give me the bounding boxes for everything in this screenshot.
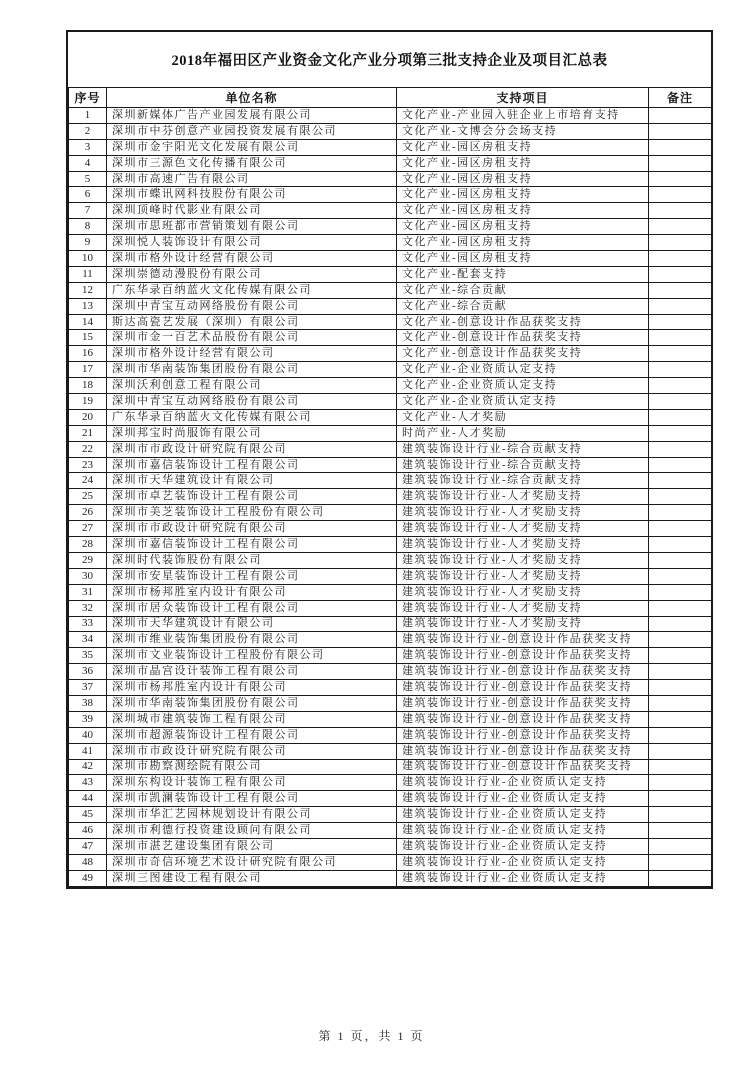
row-no: 12	[69, 282, 107, 298]
row-project: 文化产业-园区房租支持	[397, 155, 649, 171]
row-name: 深圳城市建筑装饰工程有限公司	[107, 711, 397, 727]
row-remark	[649, 139, 712, 155]
row-project: 建筑装饰设计行业-人才奖励支持	[397, 521, 649, 537]
row-no: 35	[69, 648, 107, 664]
row-project: 建筑装饰设计行业-人才奖励支持	[397, 489, 649, 505]
row-project: 文化产业-园区房租支持	[397, 251, 649, 267]
summary-table	[68, 87, 712, 887]
row-name: 深圳市格外设计经营有限公司	[107, 346, 397, 362]
row-remark	[649, 775, 712, 791]
row-project: 建筑装饰设计行业-人才奖励支持	[397, 568, 649, 584]
row-name: 深圳市勘察测绘院有限公司	[107, 759, 397, 775]
table-row	[69, 823, 712, 839]
row-project: 建筑装饰设计行业-企业资质认定支持	[397, 823, 649, 839]
row-name: 深圳中青宝互动网络股份有限公司	[107, 298, 397, 314]
row-project: 时尚产业-人才奖励	[397, 425, 649, 441]
row-no: 48	[69, 854, 107, 870]
row-no: 38	[69, 695, 107, 711]
row-no: 42	[69, 759, 107, 775]
row-project: 建筑装饰设计行业-企业资质认定支持	[397, 870, 649, 886]
row-remark	[649, 807, 712, 823]
row-no: 21	[69, 425, 107, 441]
table-row	[69, 807, 712, 823]
table-row	[69, 711, 712, 727]
row-name: 深圳邦宝时尚服饰有限公司	[107, 425, 397, 441]
row-no: 47	[69, 838, 107, 854]
row-remark	[649, 823, 712, 839]
row-remark	[649, 521, 712, 537]
row-no: 49	[69, 870, 107, 886]
row-project: 建筑装饰设计行业-企业资质认定支持	[397, 838, 649, 854]
row-name: 广东华录百纳蓝火文化传媒有限公司	[107, 409, 397, 425]
header-no: 序号	[69, 88, 107, 108]
table-row	[69, 394, 712, 410]
row-project: 文化产业-园区房租支持	[397, 171, 649, 187]
row-project: 建筑装饰设计行业-人才奖励支持	[397, 505, 649, 521]
row-no: 36	[69, 664, 107, 680]
row-no: 13	[69, 298, 107, 314]
row-remark	[649, 537, 712, 553]
row-no: 9	[69, 235, 107, 251]
row-project: 文化产业-创意设计作品获奖支持	[397, 330, 649, 346]
summary-sheet	[66, 30, 713, 889]
row-remark	[649, 394, 712, 410]
row-no: 7	[69, 203, 107, 219]
row-no: 28	[69, 537, 107, 553]
page-title: 2018年福田区产业资金文化产业分项第三批支持企业及项目汇总表	[171, 53, 608, 69]
table-row	[69, 775, 712, 791]
row-project: 建筑装饰设计行业-人才奖励支持	[397, 584, 649, 600]
row-remark	[649, 584, 712, 600]
table-row	[69, 298, 712, 314]
row-remark	[649, 870, 712, 886]
row-name: 广东华录百纳蓝火文化传媒有限公司	[107, 282, 397, 298]
row-remark	[649, 409, 712, 425]
row-name: 深圳市安星装饰设计工程有限公司	[107, 568, 397, 584]
row-no: 10	[69, 251, 107, 267]
row-no: 29	[69, 552, 107, 568]
row-remark	[649, 251, 712, 267]
row-remark	[649, 346, 712, 362]
table-row	[69, 108, 712, 124]
table-row	[69, 346, 712, 362]
row-remark	[649, 838, 712, 854]
table-row	[69, 791, 712, 807]
table-row	[69, 680, 712, 696]
row-no: 16	[69, 346, 107, 362]
table-row	[69, 664, 712, 680]
row-remark	[649, 743, 712, 759]
row-remark	[649, 568, 712, 584]
row-no: 41	[69, 743, 107, 759]
row-name: 深圳市金一百艺术品股份有限公司	[107, 330, 397, 346]
row-name: 深圳市金宇阳光文化发展有限公司	[107, 139, 397, 155]
row-name: 深圳市杨邦胜室内设计有限公司	[107, 584, 397, 600]
row-project: 建筑装饰设计行业-企业资质认定支持	[397, 791, 649, 807]
table-row	[69, 489, 712, 505]
row-name: 深圳三图建设工程有限公司	[107, 870, 397, 886]
row-project: 建筑装饰设计行业-创意设计作品获奖支持	[397, 648, 649, 664]
row-project: 建筑装饰设计行业-创意设计作品获奖支持	[397, 727, 649, 743]
row-project: 文化产业-园区房租支持	[397, 187, 649, 203]
table-row	[69, 219, 712, 235]
row-project: 建筑装饰设计行业-综合贡献支持	[397, 457, 649, 473]
row-project: 建筑装饰设计行业-人才奖励支持	[397, 537, 649, 553]
row-no: 32	[69, 600, 107, 616]
row-no: 11	[69, 266, 107, 282]
table-row	[69, 123, 712, 139]
row-no: 26	[69, 505, 107, 521]
row-no: 5	[69, 171, 107, 187]
row-no: 8	[69, 219, 107, 235]
row-name: 深圳市奇信环境艺术设计研究院有限公司	[107, 854, 397, 870]
row-name: 深圳悦人装饰设计有限公司	[107, 235, 397, 251]
row-project: 文化产业-企业资质认定支持	[397, 362, 649, 378]
table-header-row	[69, 88, 712, 108]
row-name: 深圳新媒体广告产业园发展有限公司	[107, 108, 397, 124]
row-remark	[649, 235, 712, 251]
row-remark	[649, 552, 712, 568]
row-no: 14	[69, 314, 107, 330]
row-name: 深圳市嘉信装饰设计工程有限公司	[107, 457, 397, 473]
row-remark	[649, 314, 712, 330]
row-project: 文化产业-配套支持	[397, 266, 649, 282]
table-row	[69, 203, 712, 219]
row-name: 深圳市市政设计研究院有限公司	[107, 743, 397, 759]
row-project: 建筑装饰设计行业-综合贡献支持	[397, 441, 649, 457]
row-name: 深圳市卓艺装饰设计工程有限公司	[107, 489, 397, 505]
row-remark	[649, 759, 712, 775]
row-no: 20	[69, 409, 107, 425]
row-project: 建筑装饰设计行业-企业资质认定支持	[397, 775, 649, 791]
header-project: 支持项目	[397, 88, 649, 108]
row-project: 文化产业-园区房租支持	[397, 235, 649, 251]
table-row	[69, 235, 712, 251]
header-remark: 备注	[649, 88, 712, 108]
row-name: 深圳市思班都市营销策划有限公司	[107, 219, 397, 235]
row-name: 深圳时代装饰股份有限公司	[107, 552, 397, 568]
row-project: 建筑装饰设计行业-创意设计作品获奖支持	[397, 711, 649, 727]
row-name: 深圳市华南装饰集团股份有限公司	[107, 695, 397, 711]
row-project: 文化产业-人才奖励	[397, 409, 649, 425]
table-row	[69, 616, 712, 632]
row-name: 深圳市杨邦胜室内设计有限公司	[107, 680, 397, 696]
row-name: 深圳沃利创意工程有限公司	[107, 378, 397, 394]
table-row	[69, 362, 712, 378]
row-remark	[649, 155, 712, 171]
row-no: 17	[69, 362, 107, 378]
row-project: 文化产业-综合贡献	[397, 282, 649, 298]
table-row	[69, 759, 712, 775]
table-row	[69, 473, 712, 489]
row-remark	[649, 711, 712, 727]
row-name: 深圳市居众装饰设计工程有限公司	[107, 600, 397, 616]
row-remark	[649, 727, 712, 743]
row-name: 深圳市凯澜装饰设计工程有限公司	[107, 791, 397, 807]
row-remark	[649, 298, 712, 314]
row-remark	[649, 505, 712, 521]
row-name: 深圳中青宝互动网络股份有限公司	[107, 394, 397, 410]
row-no: 25	[69, 489, 107, 505]
row-remark	[649, 266, 712, 282]
row-project: 建筑装饰设计行业-综合贡献支持	[397, 473, 649, 489]
row-no: 31	[69, 584, 107, 600]
row-remark	[649, 616, 712, 632]
row-name: 深圳市蝶讯网科技股份有限公司	[107, 187, 397, 203]
row-name: 深圳市华南装饰集团股份有限公司	[107, 362, 397, 378]
row-project: 建筑装饰设计行业-创意设计作品获奖支持	[397, 743, 649, 759]
row-name: 深圳市利德行投资建设顾问有限公司	[107, 823, 397, 839]
header-name: 单位名称	[107, 88, 397, 108]
row-name: 深圳市文业装饰设计工程股份有限公司	[107, 648, 397, 664]
row-name: 深圳市嘉信装饰设计工程有限公司	[107, 537, 397, 553]
table-row	[69, 600, 712, 616]
table-body	[69, 108, 712, 887]
row-name: 深圳市三源色文化传播有限公司	[107, 155, 397, 171]
row-no: 2	[69, 123, 107, 139]
row-name: 深圳市天华建筑设计有限公司	[107, 616, 397, 632]
row-project: 建筑装饰设计行业-创意设计作品获奖支持	[397, 664, 649, 680]
row-project: 建筑装饰设计行业-创意设计作品获奖支持	[397, 695, 649, 711]
table-row	[69, 171, 712, 187]
row-name: 深圳市格外设计经营有限公司	[107, 251, 397, 267]
row-project: 建筑装饰设计行业-创意设计作品获奖支持	[397, 680, 649, 696]
row-remark	[649, 632, 712, 648]
row-project: 文化产业-企业资质认定支持	[397, 378, 649, 394]
row-project: 文化产业-文博会分会场支持	[397, 123, 649, 139]
title-area	[68, 32, 711, 87]
row-project: 文化产业-企业资质认定支持	[397, 394, 649, 410]
table-row	[69, 441, 712, 457]
row-project: 建筑装饰设计行业-人才奖励支持	[397, 600, 649, 616]
table-row	[69, 727, 712, 743]
row-name: 斯达高瓷艺发展（深圳）有限公司	[107, 314, 397, 330]
row-remark	[649, 362, 712, 378]
table-row	[69, 505, 712, 521]
row-name: 深圳市高速广告有限公司	[107, 171, 397, 187]
row-project: 建筑装饰设计行业-企业资质认定支持	[397, 854, 649, 870]
row-name: 深圳市华汇艺园林规划设计有限公司	[107, 807, 397, 823]
row-no: 18	[69, 378, 107, 394]
table-row	[69, 251, 712, 267]
row-remark	[649, 600, 712, 616]
row-name: 深圳市市政设计研究院有限公司	[107, 521, 397, 537]
row-remark	[649, 680, 712, 696]
row-no: 23	[69, 457, 107, 473]
table-row	[69, 187, 712, 203]
row-project: 文化产业-园区房租支持	[397, 219, 649, 235]
row-project: 建筑装饰设计行业-企业资质认定支持	[397, 807, 649, 823]
row-name: 深圳市湛艺建设集团有限公司	[107, 838, 397, 854]
table-row	[69, 409, 712, 425]
row-remark	[649, 664, 712, 680]
row-remark	[649, 695, 712, 711]
row-name: 深圳市中芬创意产业园投资发展有限公司	[107, 123, 397, 139]
table-row	[69, 425, 712, 441]
row-no: 45	[69, 807, 107, 823]
table-row	[69, 552, 712, 568]
row-remark	[649, 648, 712, 664]
row-remark	[649, 489, 712, 505]
row-project: 文化产业-产业园入驻企业上市培育支持	[397, 108, 649, 124]
row-no: 27	[69, 521, 107, 537]
row-no: 19	[69, 394, 107, 410]
table-row	[69, 266, 712, 282]
row-remark	[649, 378, 712, 394]
row-no: 22	[69, 441, 107, 457]
row-remark	[649, 854, 712, 870]
table-row	[69, 632, 712, 648]
row-no: 3	[69, 139, 107, 155]
row-project: 文化产业-创意设计作品获奖支持	[397, 346, 649, 362]
page-footer: 第 1 页，共 1 页	[318, 1029, 425, 1043]
row-remark	[649, 187, 712, 203]
table-row	[69, 870, 712, 886]
table-row	[69, 314, 712, 330]
row-project: 文化产业-园区房租支持	[397, 203, 649, 219]
table-row	[69, 282, 712, 298]
row-no: 39	[69, 711, 107, 727]
row-project: 文化产业-综合贡献	[397, 298, 649, 314]
row-name: 深圳东构设计装饰工程有限公司	[107, 775, 397, 791]
row-remark	[649, 282, 712, 298]
row-remark	[649, 171, 712, 187]
row-no: 24	[69, 473, 107, 489]
row-name: 深圳市市政设计研究院有限公司	[107, 441, 397, 457]
table-row	[69, 521, 712, 537]
row-no: 33	[69, 616, 107, 632]
table-row	[69, 648, 712, 664]
row-no: 34	[69, 632, 107, 648]
table-row	[69, 695, 712, 711]
row-project: 建筑装饰设计行业-人才奖励支持	[397, 552, 649, 568]
row-name: 深圳市天华建筑设计有限公司	[107, 473, 397, 489]
row-remark	[649, 473, 712, 489]
row-name: 深圳崇德动漫股份有限公司	[107, 266, 397, 282]
row-no: 4	[69, 155, 107, 171]
table-row	[69, 330, 712, 346]
row-no: 40	[69, 727, 107, 743]
row-project: 文化产业-创意设计作品获奖支持	[397, 314, 649, 330]
row-project: 建筑装饰设计行业-创意设计作品获奖支持	[397, 632, 649, 648]
row-remark	[649, 330, 712, 346]
row-name: 深圳顶峰时代影业有限公司	[107, 203, 397, 219]
table-row	[69, 743, 712, 759]
row-remark	[649, 441, 712, 457]
row-no: 43	[69, 775, 107, 791]
row-no: 15	[69, 330, 107, 346]
row-remark	[649, 791, 712, 807]
row-remark	[649, 203, 712, 219]
row-project: 建筑装饰设计行业-创意设计作品获奖支持	[397, 759, 649, 775]
row-remark	[649, 108, 712, 124]
row-name: 深圳市维业装饰集团股份有限公司	[107, 632, 397, 648]
row-name: 深圳市超源装饰设计工程有限公司	[107, 727, 397, 743]
row-remark	[649, 123, 712, 139]
table-row	[69, 584, 712, 600]
row-remark	[649, 219, 712, 235]
row-no: 37	[69, 680, 107, 696]
row-remark	[649, 425, 712, 441]
row-name: 深圳市美芝装饰设计工程股份有限公司	[107, 505, 397, 521]
row-project: 文化产业-园区房租支持	[397, 139, 649, 155]
row-no: 46	[69, 823, 107, 839]
table-row	[69, 155, 712, 171]
table-row	[69, 568, 712, 584]
row-no: 30	[69, 568, 107, 584]
row-no: 44	[69, 791, 107, 807]
table-row	[69, 838, 712, 854]
table-row	[69, 139, 712, 155]
row-remark	[649, 457, 712, 473]
table-row	[69, 378, 712, 394]
row-name: 深圳市晶宫设计装饰工程有限公司	[107, 664, 397, 680]
row-no: 6	[69, 187, 107, 203]
table-row	[69, 457, 712, 473]
row-no: 1	[69, 108, 107, 124]
table-row	[69, 854, 712, 870]
row-project: 建筑装饰设计行业-人才奖励支持	[397, 616, 649, 632]
table-row	[69, 537, 712, 553]
